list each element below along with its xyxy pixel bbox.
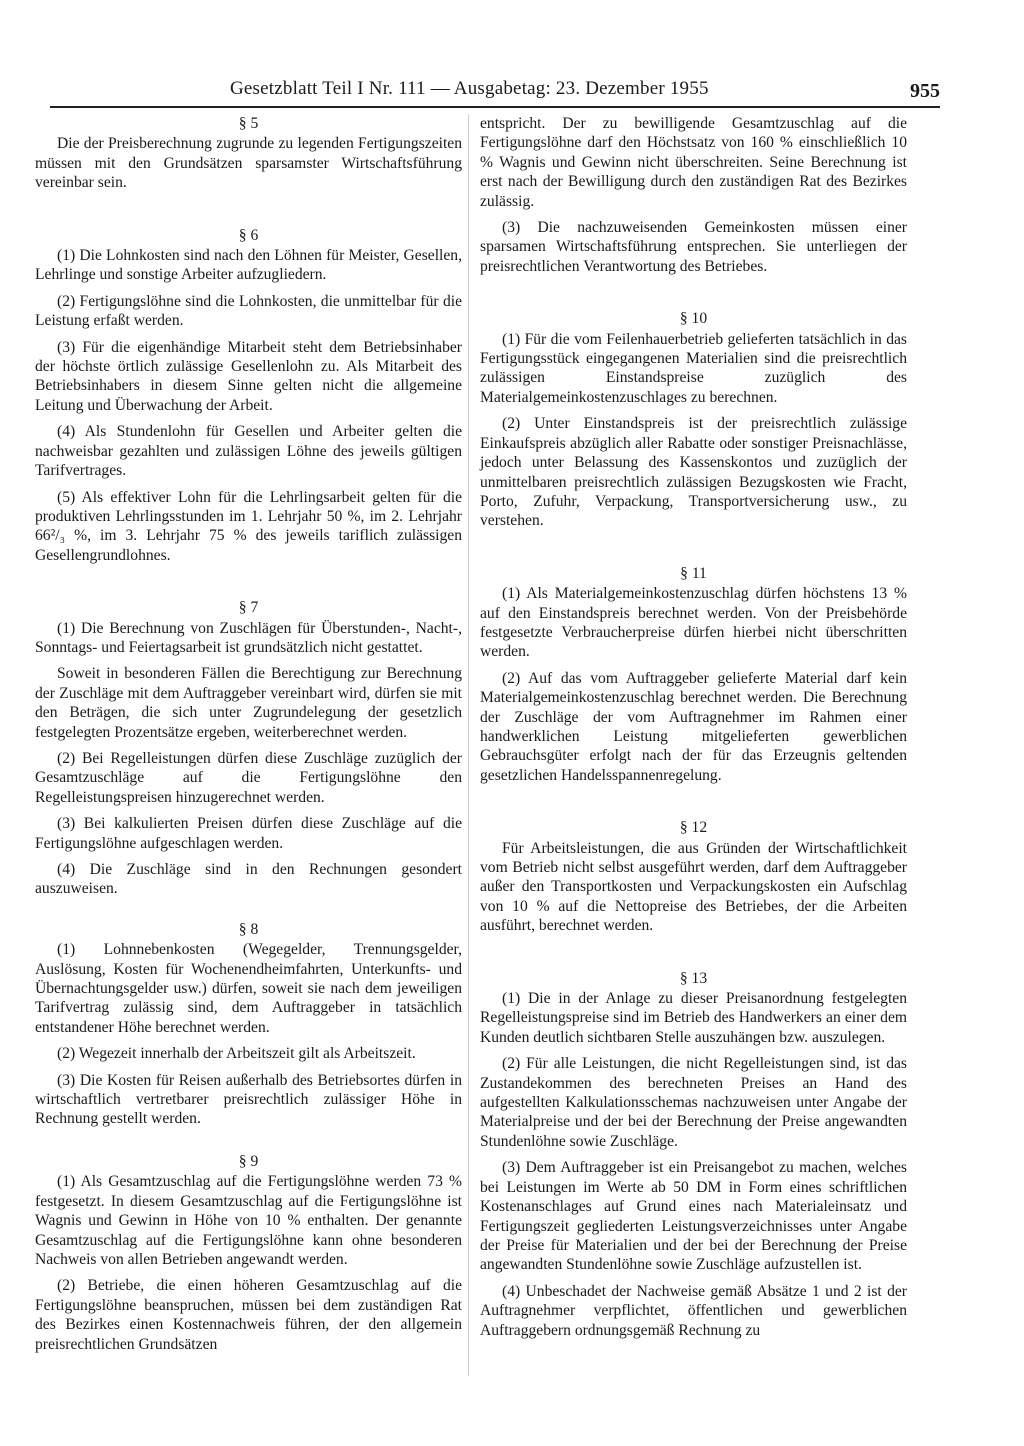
page-number: 955 xyxy=(910,80,940,102)
section-heading-13: § 13 xyxy=(679,969,708,987)
paragraph: (4) Unbeschadet der Nachweise gemäß Absätze 1 und 2 ist der Auftragnehmer verpflichtet, öffentlichen und gewerblichen Auftraggebern ordnungsgemäß Rechnung zu xyxy=(480,1282,907,1339)
paragraph: entspricht. Der zu bewilligende Gesamtzuschlag auf die Fertigungslöhne darf den Höchstsatz von 160 % einschließlich 10 % Wagnis und Gewinn nicht überschreiten. Seine Berechnung ist erst nach der Bewilligung durch den zuständigen Rat des Bezirkes zulässig. xyxy=(480,115,907,210)
paragraph: (1) Als Materialgemeinkostenzuschlag dürfen höchstens 13 % auf den Einstandspreis berechnet werden. Von der Preisbehörde festgesetzte Verbraucherpreise dürfen hierbei nicht überschritten werden. xyxy=(480,585,907,661)
paragraph: (3) Für die eigenhändige Mitarbeit steht dem Betriebsinhaber der höchste örtlich zulässige Gesellenlohn zu. Als Mitarbeit des Betriebsinhabers in diesem Sinne gelten nicht die allgemeine Leitung und Überwachung der Arbeit. xyxy=(35,338,462,414)
paragraph: (2) Bei Regelleistungen dürfen diese Zuschläge zuzüglich der Gesamtzuschläge auf die Fertigungslöhne den Regelleistungspreisen hinzugerechnet werden. xyxy=(35,749,462,806)
section-heading-5: § 5 xyxy=(238,115,259,132)
section-heading-7: § 7 xyxy=(238,599,259,617)
paragraph: (2) Wegezeit innerhalb der Arbeitszeit gilt als Arbeitszeit. xyxy=(57,1045,416,1063)
paragraph: Die der Preisberechnung zugrunde zu legenden Fertigungszeiten müssen mit den Grundsätzen sparsamster Wirtschaftsführung vereinbar sein. xyxy=(35,135,462,192)
paragraph: (2) Unter Einstandspreis ist der preisrechtlich zulässige Einkaufspreis abzüglich aller Rabatte oder sonstiger Preisnachlässe, jedoch unter Belassung des Kassenskontos und zuzüglich der unmittelbaren preisrechtlich zulässigen Bezugskosten wie Fracht, Porto, Zufuhr, Verpackung, Transportversicherung usw., zu verstehen. xyxy=(480,415,907,530)
paragraph: (5) Als effektiver Lohn für die Lehrlingsarbeit gelten für die produktiven Lehrlingsstunden im 1. Lehrjahr 50 %, im 2. Lehrjahr 66²/₃ %, im 3. Lehrjahr 75 % des jeweils tariflich zulässigen Gesellengrundlohnes. xyxy=(35,488,462,564)
section-heading-12: § 12 xyxy=(679,819,708,837)
paragraph: (2) Fertigungslöhne sind die Lohnkosten, die unmittelbar für die Leistung erfaßt werden. xyxy=(35,292,462,330)
section-heading-11: § 11 xyxy=(680,564,707,582)
paragraph: (2) Auf das vom Auftraggeber gelieferte Material darf kein Materialgemeinkostenzuschlag berechnet werden. Die Berechnung der Zuschläge der vom Auftragnehmer im Rahmen einer handwerklichen Leistung mitgelieferten gewerblichen Gebrauchsgüter erfolgt nach der für das Erzeugnis geltenden gesetzlichen Handelsspannenregelung. xyxy=(480,669,907,784)
paragraph: Soweit in besonderen Fällen die Berechtigung zur Berechnung der Zuschläge mit dem Auftraggeber vereinbart wird, dürfen sie mit den Beträgen, die sich unter Zugrundelegung der gesetzlich festgelegten Prozentsätze ergeben, weiterberechnet werden. xyxy=(35,665,462,741)
paragraph: (1) Die Lohnkosten sind nach den Löhnen für Meister, Gesellen, Lehrlinge und sonstige Arbeiter aufzugliedern. xyxy=(35,247,462,284)
paragraph: (1) Die Berechnung von Zuschlägen für Überstunden-, Nacht-, Sonntags- und Feiertagsarbeit ist grundsätzlich nicht gestattet. xyxy=(35,619,462,656)
paragraph: (3) Bei kalkulierten Preisen dürfen diese Zuschläge auf die Fertigungslöhne aufgeschlagen werden. xyxy=(35,815,462,852)
paragraph: (2) Für alle Leistungen, die nicht Regelleistungen sind, ist das Zustandekommen des berechneten Preises an Hand des aufgestellten Kalkulationsschemas nachzuweisen unter Angabe der Materialpreise und der bei der Berechnung der Preise angewandten Stundenlöhne sowie Zuschläge. xyxy=(480,1055,907,1150)
left-column xyxy=(35,114,462,1361)
paragraph: (1) Für die vom Feilenhauerbetrieb gelieferten tatsächlich in das Fertigungsstück eingegangenen Materialien sind die preisrechtlich zulässigen Einstandspreise zuzüglich des Materialgemeinkostenzuschlages zu berechnen. xyxy=(480,330,907,406)
section-heading-6: § 6 xyxy=(238,226,259,244)
right-column xyxy=(480,114,907,1347)
paragraph: (4) Als Stundenlohn für Gesellen und Arbeiter gelten die nachweisbar gezahlten und zulässigen Löhne des jeweils gültigen Tarifvertrages. xyxy=(35,423,462,480)
header-title: Gesetzblatt Teil I Nr. 111 — Ausgabetag: 23. Dezember 1955 xyxy=(230,78,709,99)
paragraph: (3) Dem Auftraggeber ist ein Preisangebot zu machen, welches bei Leistungen im Werte ab 50 DM in Form eines schriftlichen Kostenanschlages auf Grund eines nach Materialeinsatz und Fertigungszeit gegliederten Leistungsverzeichnisses unter Angabe der Preise für Materialien und der bei der Berechnung der Preise angewandten Stundenlöhne sowie Zuschläge aufzustellen ist. xyxy=(480,1159,907,1274)
page-header xyxy=(50,76,940,108)
paragraph: (2) Betriebe, die einen höheren Gesamtzuschlag auf die Fertigungslöhne beanspruchen, müssen bei dem zuständigen Rat des Bezirkes einen Kostennachweis führen, der den allgemein preisrechtlichen Grundsätzen xyxy=(35,1277,462,1353)
section-heading-9: § 9 xyxy=(238,1152,259,1170)
paragraph: (3) Die Kosten für Reisen außerhalb des Betriebsortes dürfen in wirtschaftlich vertretbarer preisrechtlich zulässiger Höhe in Rechnung gestellt werden. xyxy=(35,1071,462,1128)
paragraph: (4) Die Zuschläge sind in den Rechnungen gesondert auszuweisen. xyxy=(35,861,462,898)
paragraph: (1) Die in der Anlage zu dieser Preisanordnung festgelegten Regelleistungspreise sind im Betrieb des Handwerkers an einer dem Kunden deutlich sichtbaren Stelle auszuhängen bzw. auszulegen. xyxy=(480,990,907,1046)
paragraph: (1) Lohnnebenkosten (Wegegelder, Trennungsgelder, Auslösung, Kosten für Wochenendheimfahrten, Unterkunfts- und Übernachtungsgelder usw.) dürfen, soweit sie nach dem jeweiligen Tarifvertrag zulässig sind, dem Auftraggeber in tatsächlich entstandener Höhe berechnet werden. xyxy=(35,941,462,1036)
section-heading-10: § 10 xyxy=(679,310,708,328)
section-heading-8: § 8 xyxy=(238,920,259,938)
paragraph: (3) Die nachzuweisenden Gemeinkosten müssen einer sparsamen Wirtschaftsführung entsprechen. Sie unterliegen der preisrechtlichen Verantwortung des Betriebes. xyxy=(480,219,907,275)
paragraph: (1) Als Gesamtzuschlag auf die Fertigungslöhne werden 73 % festgesetzt. In diesem Gesamtzuschlag auf die Fertigungslöhne ist Wagnis und Gewinn in Höhe von 10 % enthalten. Der genannte Gesamtzuschlag auf die Fertigungslöhne kann ohne besonderen Nachweis von allen Betrieben angewandt werden. xyxy=(35,1173,462,1268)
paragraph: Für Arbeitsleistungen, die aus Gründen der Wirtschaftlichkeit vom Betrieb nicht selbst ausgeführt werden, darf dem Auftraggeber außer den Transportkosten und Verpackungskosten ein Aufschlag von 10 % auf die Nettopreise des Betriebes, der die Arbeiten ausführt, berechnet werden. xyxy=(480,839,907,935)
column-divider xyxy=(468,114,469,1376)
